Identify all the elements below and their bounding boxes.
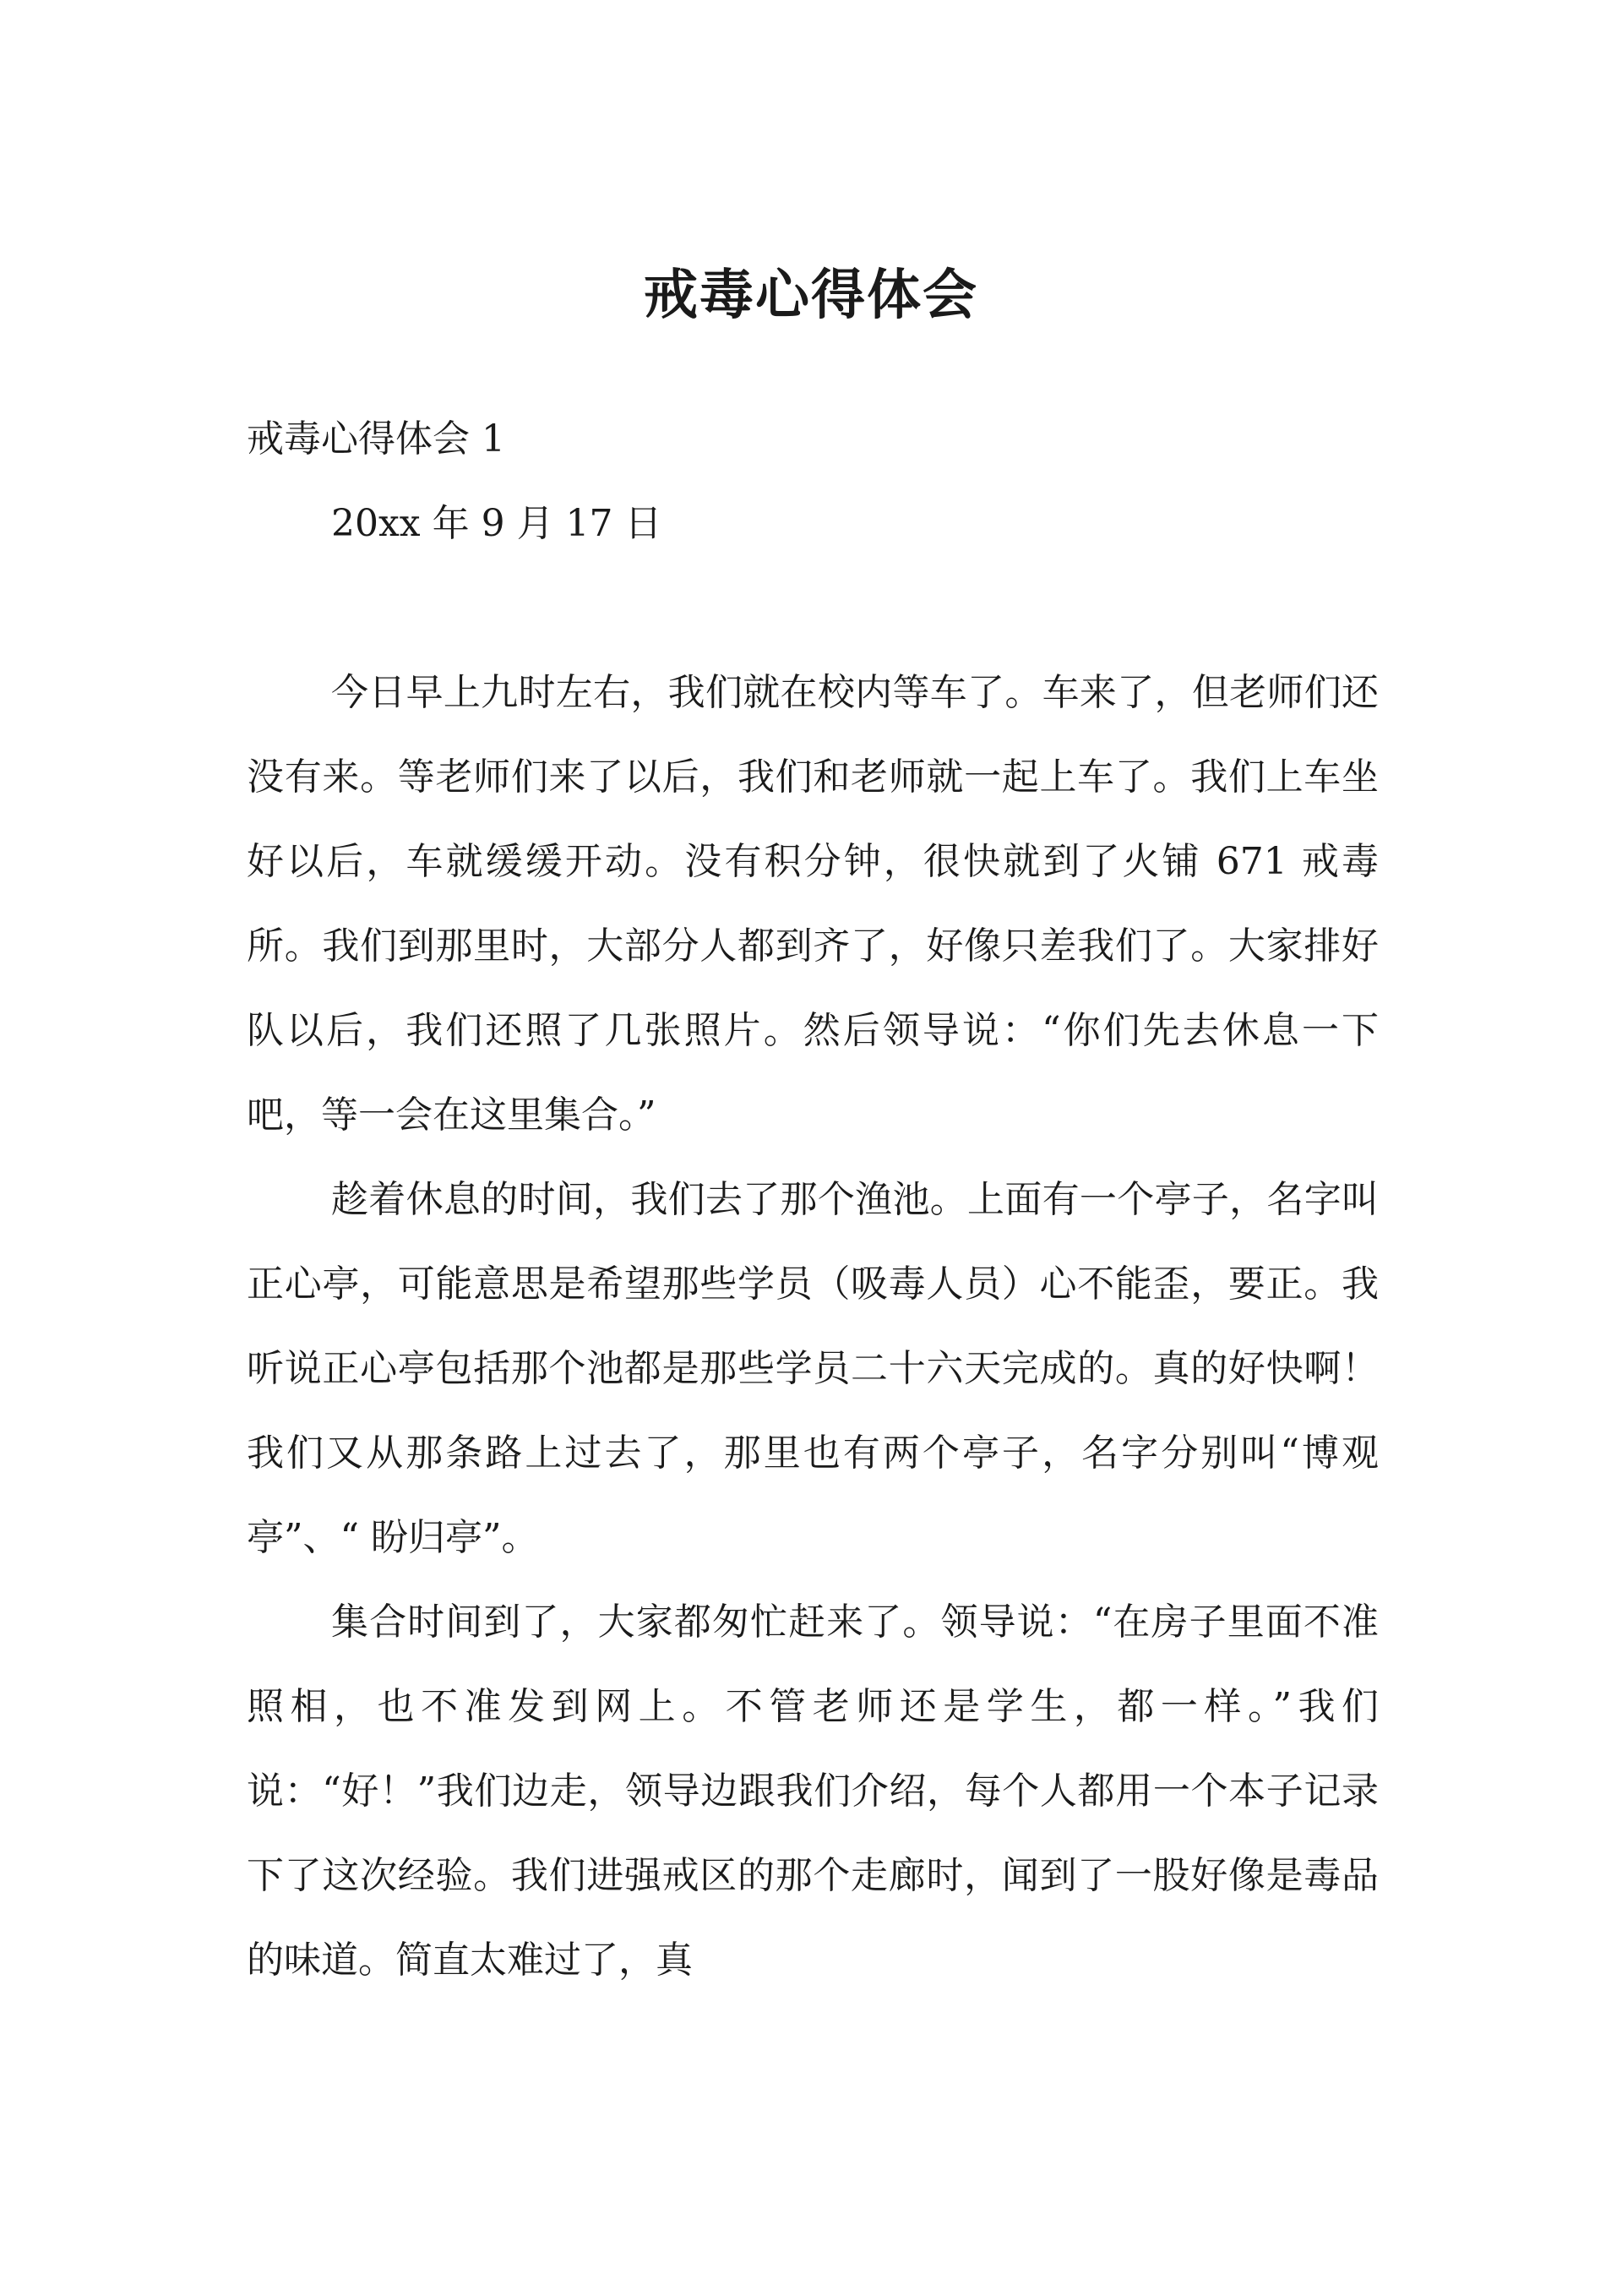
document-title: 戒毒心得体会 — [644, 264, 978, 327]
paragraph: 今日早上九时左右，我们就在校内等车了。车来了，但老师们还没有来。等老师们来了以后，我们和老师就一起上车了。我们上车坐好以后，车就缓缓开动。没有积分钟，很快就到了火铺 671 戒毒所。我们到那里时，大部分人都到齐了，好像只差我们了。大家排好队以后，我们还照了几张照片。然后领导说：“你们先去休息一下吧，等一会在这里集合。” — [247, 671, 1379, 1137]
paragraph: 趁着休息的时间，我们去了那个渔池。上面有一个亭子，名字叫正心亭，可能意思是希望那些学员（吸毒人员）心不能歪，要正。我听说正心亭包括那个池都是那些学员二十六天完成的。真的好快啊！我们又从那条路上过去了，那里也有两个亭子，名字分别叫“博观亭”、“ 盼归亭”。 — [247, 1178, 1379, 1559]
document-body — [247, 397, 1379, 2003]
date-line: 20xx 年 9 月 17 日 — [331, 502, 662, 545]
section-subtitle: 戒毒心得体会 1 — [247, 417, 505, 461]
paragraph: 集合时间到了，大家都匆忙赶来了。领导说：“在房子里面不准照相，也不准发到网上。不管老师还是学生，都一样。”我们说：“好！”我们边走，领导边跟我们介绍，每个人都用一个本子记录下了这次经验。我们进强戒区的那个走廊时，闻到了一股好像是毒品的味道。简直太难过了，真 — [247, 1601, 1379, 1982]
